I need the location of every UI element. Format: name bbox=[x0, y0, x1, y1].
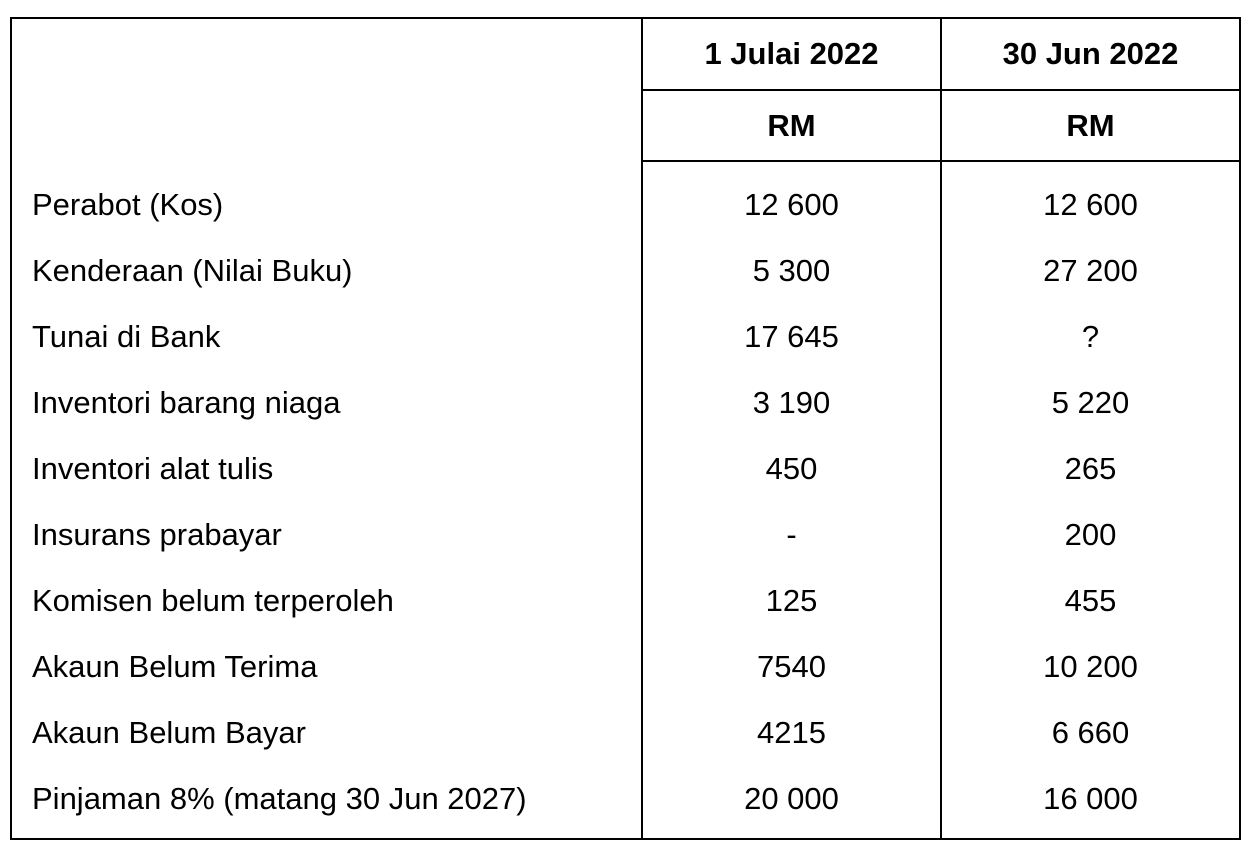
header-unit-1: RM bbox=[767, 108, 816, 143]
value-30-jun: 27 200 bbox=[1043, 253, 1138, 288]
value-1-julai: 17 645 bbox=[744, 319, 839, 354]
row-label: Inventori barang niaga bbox=[32, 385, 341, 420]
value-1-julai: 3 190 bbox=[752, 385, 831, 420]
row-label: Inventori alat tulis bbox=[32, 451, 274, 486]
header-date-1: 1 Julai 2022 bbox=[704, 36, 879, 71]
table-row bbox=[12, 370, 1239, 436]
balance-table bbox=[10, 17, 1241, 840]
row-label: Akaun Belum Terima bbox=[32, 649, 318, 684]
value-30-jun: 265 bbox=[1064, 451, 1117, 486]
table-row bbox=[12, 568, 1239, 634]
value-30-jun: 16 000 bbox=[1043, 781, 1138, 816]
row-label: Kenderaan (Nilai Buku) bbox=[32, 253, 353, 288]
value-1-julai: 7540 bbox=[757, 649, 826, 684]
table-body bbox=[12, 172, 1239, 832]
value-1-julai: 20 000 bbox=[744, 781, 839, 816]
table-row bbox=[12, 634, 1239, 700]
value-1-julai: - bbox=[786, 517, 797, 552]
value-30-jun: 6 660 bbox=[1051, 715, 1130, 750]
table-row bbox=[12, 238, 1239, 304]
table-row bbox=[12, 172, 1239, 238]
value-30-jun: 5 220 bbox=[1051, 385, 1130, 420]
header-unit-2: RM bbox=[1066, 108, 1115, 143]
table-row bbox=[12, 502, 1239, 568]
value-30-jun: 455 bbox=[1064, 583, 1117, 618]
table-row bbox=[12, 436, 1239, 502]
value-30-jun: 10 200 bbox=[1043, 649, 1138, 684]
row-label: Tunai di Bank bbox=[32, 319, 221, 354]
row-label: Akaun Belum Bayar bbox=[32, 715, 306, 750]
value-1-julai: 4215 bbox=[757, 715, 826, 750]
row-label: Pinjaman 8% (matang 30 Jun 2027) bbox=[32, 781, 527, 816]
value-1-julai: 5 300 bbox=[752, 253, 831, 288]
row-label: Insurans prabayar bbox=[32, 517, 282, 552]
value-30-jun: ? bbox=[1081, 319, 1100, 354]
value-1-julai: 12 600 bbox=[744, 187, 839, 222]
value-1-julai: 125 bbox=[765, 583, 818, 618]
value-1-julai: 450 bbox=[765, 451, 818, 486]
table-row bbox=[12, 766, 1239, 832]
value-30-jun: 200 bbox=[1064, 517, 1117, 552]
table-row bbox=[12, 700, 1239, 766]
row-label: Komisen belum terperoleh bbox=[32, 583, 394, 618]
row-label: Perabot (Kos) bbox=[32, 187, 224, 222]
header-date-2: 30 Jun 2022 bbox=[1002, 36, 1179, 71]
table-row bbox=[12, 304, 1239, 370]
value-30-jun: 12 600 bbox=[1043, 187, 1138, 222]
